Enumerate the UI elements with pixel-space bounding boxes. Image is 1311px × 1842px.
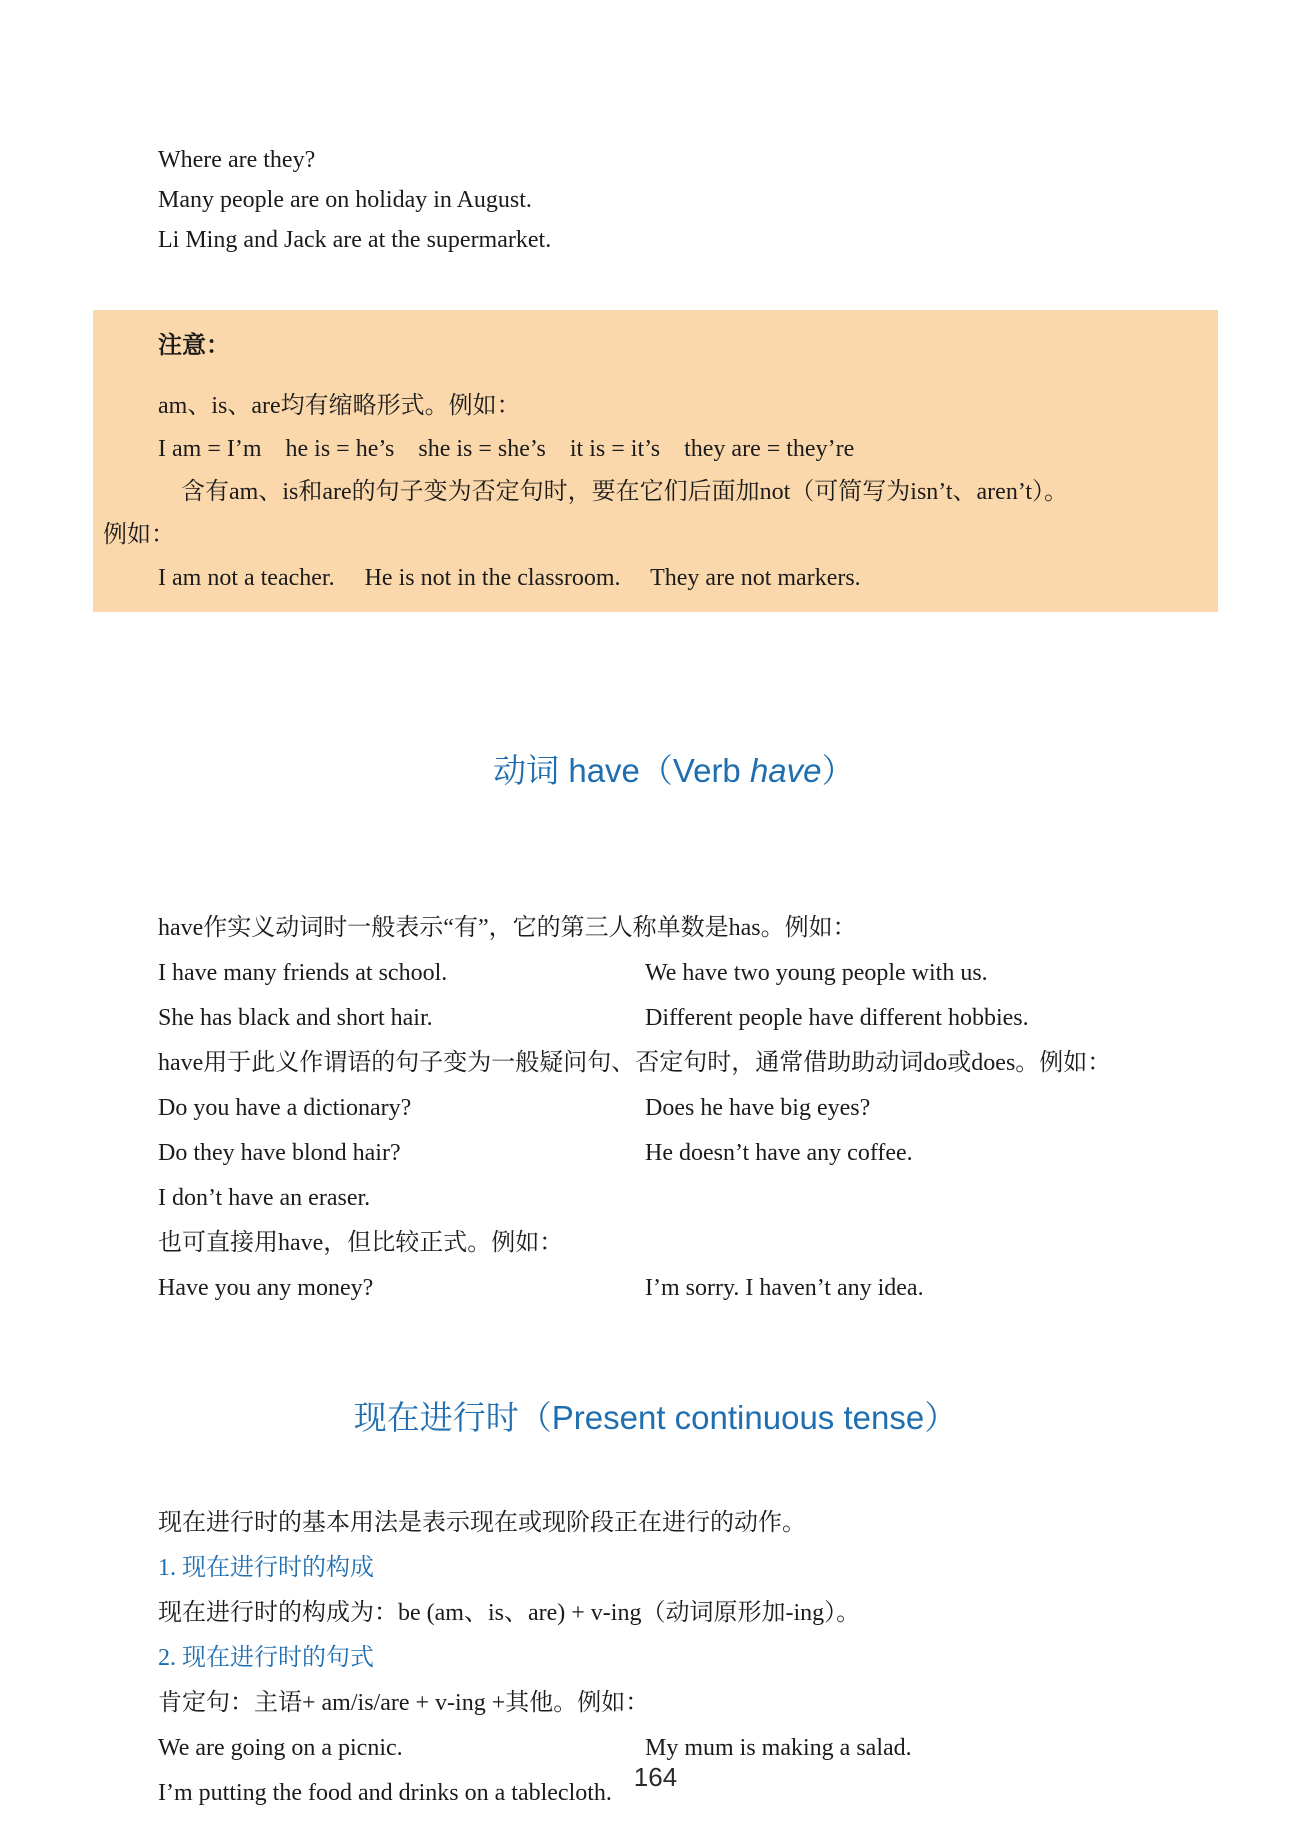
- section-heading-verb-have: [0, 702, 1311, 840]
- note-example-line: I am not a teacher. He is not in the classroom. They are not markers.: [158, 565, 861, 591]
- heading-italic-text: have: [749, 752, 822, 789]
- example-row: [158, 1266, 1271, 1311]
- note-rule-line: am、is、are均有缩略形式。例如：: [158, 393, 521, 419]
- note-box: [93, 310, 1218, 612]
- note-negative-rule-line: 含有am、is和are的句子变为否定句时，要在它们后面加not（可简写为isn’t、aren’t）。: [181, 479, 1069, 505]
- example-right: My mum is making a salad.: [645, 1735, 912, 1761]
- note-example-label: 例如：: [103, 522, 175, 548]
- note-contraction-line: I am = I’m he is = he’s she is = she’s it is = it’s they are = they’re: [158, 436, 855, 462]
- sub-heading-formation: 1. 现在进行时的构成: [158, 1555, 374, 1581]
- intro-line: Li Ming and Jack are at the supermarket.: [158, 227, 552, 253]
- section-heading-present-continuous: 现在进行时（Present continuous tense）: [353, 1399, 958, 1436]
- example-right: Different people have different hobbies.: [645, 1005, 1029, 1031]
- example-left: I have many friends at school.: [158, 960, 448, 986]
- intro-line: Many people are on holiday in August.: [158, 187, 532, 213]
- example-left: Do you have a dictionary?: [158, 1095, 412, 1121]
- example-right: He doesn’t have any coffee.: [645, 1140, 913, 1166]
- sub-heading-patterns: 2. 现在进行时的句式: [158, 1645, 374, 1671]
- note-title: 注意：: [158, 332, 230, 359]
- example-left: She has black and short hair.: [158, 1005, 433, 1031]
- body-paragraph: 也可直接用have，但比较正式。例如：: [158, 1230, 564, 1256]
- body-paragraph: 现在进行时的构成为：be (am、is、are) + v-ing（动词原形加-ing）。: [158, 1600, 861, 1626]
- example-left: I’m putting the food and drinks on a tablecloth.: [158, 1780, 612, 1806]
- heading-text: 动词 have（Verb: [493, 752, 750, 789]
- example-left: Do they have blond hair?: [158, 1140, 401, 1166]
- intro-line: Where are they?: [158, 147, 316, 173]
- example-left: Have you any money?: [158, 1275, 374, 1301]
- example-left: I don’t have an eraser.: [158, 1185, 371, 1211]
- intro-sentences: [158, 0, 1211, 260]
- example-row: [158, 951, 1271, 996]
- body-paragraph: 现在进行时的基本用法是表示现在或现阶段正在进行的动作。: [158, 1510, 806, 1536]
- example-right: [645, 1176, 1271, 1221]
- example-right: I’m sorry. I haven’t any idea.: [645, 1275, 924, 1301]
- example-right: We have two young people with us.: [645, 960, 988, 986]
- heading-text: ）: [821, 752, 855, 789]
- example-row: [158, 1176, 1271, 1221]
- example-row: [158, 1086, 1271, 1131]
- body-paragraph: 肯定句：主语+ am/is/are + v-ing +其他。例如：: [158, 1690, 650, 1716]
- have-section-body: [158, 906, 1271, 1311]
- example-row: [158, 996, 1271, 1041]
- body-paragraph: have用于此义作谓语的句子变为一般疑问句、否定句时，通常借助助动词do或does。例如：: [158, 1050, 1112, 1076]
- body-paragraph: have作实义动词时一般表示“有”，它的第三人称单数是has。例如：: [158, 915, 857, 941]
- page-number: 164: [633, 1762, 678, 1792]
- example-right: Does he have big eyes?: [645, 1095, 871, 1121]
- example-left: We are going on a picnic.: [158, 1735, 403, 1761]
- example-row: [158, 1131, 1271, 1176]
